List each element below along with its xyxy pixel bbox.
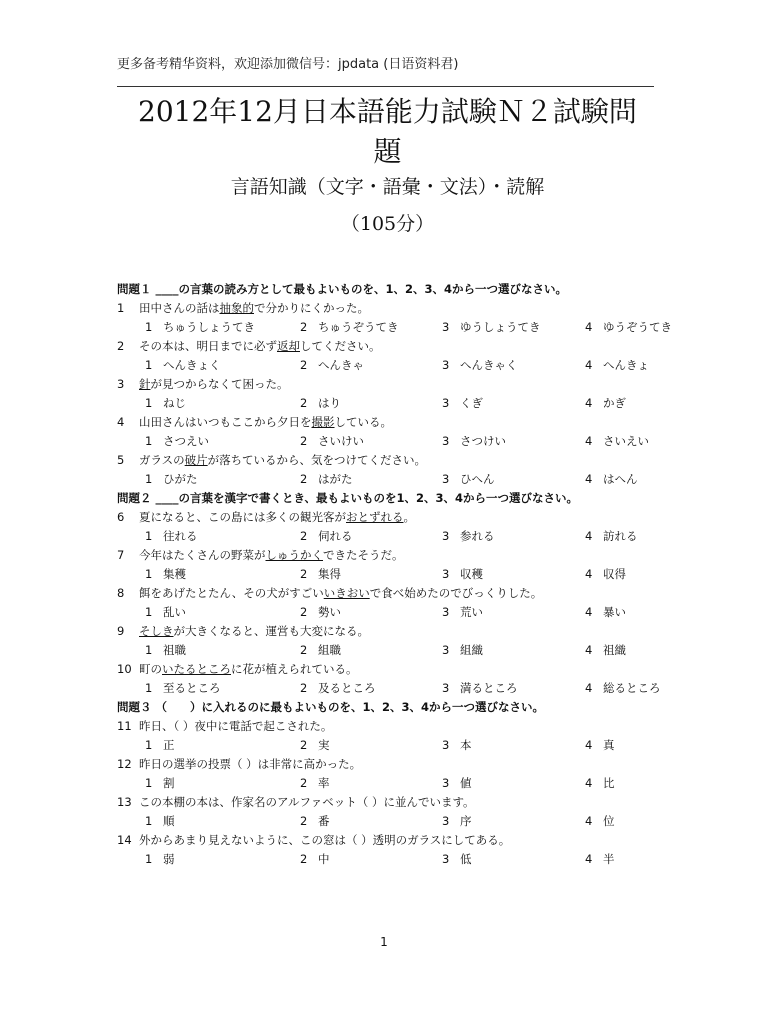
question-text: 夏になると、この島には多くの観光客が — [139, 510, 346, 524]
option-number: 2 — [300, 776, 308, 790]
option-number: 4 — [585, 529, 593, 543]
option-text: くぎ — [460, 396, 483, 410]
question-stem — [117, 717, 657, 736]
question-stem — [117, 793, 657, 812]
option-text: 集穫 — [163, 567, 186, 581]
answer-options — [117, 603, 657, 622]
option-text: 総るところ — [603, 681, 661, 695]
section-heading: 問題２ ____の言葉を漢字で書くとき、最もよいものを1、2、3、4から一つ選びなさい。 — [117, 491, 579, 505]
answer-option — [585, 432, 649, 451]
option-text: 祖職 — [163, 643, 186, 657]
question-stem — [117, 508, 657, 527]
header-divider — [117, 86, 654, 87]
answer-option — [145, 736, 175, 755]
option-text: 率 — [318, 776, 330, 790]
answer-options — [117, 565, 657, 584]
answer-option — [145, 470, 198, 489]
question-number: 3 — [117, 377, 125, 391]
option-text: 比 — [603, 776, 615, 790]
underlined-target: おとずれる — [346, 510, 404, 524]
option-number: 1 — [145, 643, 153, 657]
title-line-1: 2012年12月日本語能力試験Ｎ２試験問 — [138, 95, 637, 128]
option-number: 3 — [442, 529, 450, 543]
underlined-target: いたるところ — [162, 662, 231, 676]
option-number: 4 — [585, 776, 593, 790]
option-text: さいけい — [318, 434, 364, 448]
option-number: 4 — [585, 605, 593, 619]
option-text: 半 — [603, 852, 615, 866]
answer-options — [117, 812, 657, 831]
answer-options — [117, 527, 657, 546]
question-stem — [117, 584, 657, 603]
option-number: 3 — [442, 605, 450, 619]
answer-option — [442, 470, 495, 489]
question-text: 山田さんはいつもここから夕日を — [139, 415, 312, 429]
answer-option — [442, 394, 483, 413]
question-number: 2 — [117, 339, 125, 353]
answer-option — [585, 812, 615, 831]
question-stem — [117, 755, 657, 774]
option-text: 訪れる — [603, 529, 638, 543]
question-stem — [117, 831, 657, 850]
option-text: さつけい — [460, 434, 506, 448]
question-number: 7 — [117, 548, 125, 562]
answer-option — [442, 736, 472, 755]
question-text: で分かりにくかった。 — [254, 301, 369, 315]
option-text: 勢い — [318, 605, 341, 619]
header-note: 更多备考精华资料，欢迎添加微信号：jpdata (日语资料君) — [117, 57, 459, 72]
answer-option — [300, 394, 341, 413]
question-text: 今年はたくさんの野菜が — [139, 548, 266, 562]
option-number: 1 — [145, 814, 153, 828]
option-text: 位 — [603, 814, 615, 828]
question-text: 昨日の選挙の投票（ ）は非常に高かった。 — [139, 757, 362, 771]
option-text: 集得 — [318, 567, 341, 581]
answer-option — [145, 527, 198, 546]
option-number: 1 — [145, 776, 153, 790]
option-number: 3 — [442, 852, 450, 866]
option-number: 4 — [585, 852, 593, 866]
option-number: 1 — [145, 434, 153, 448]
question-stem — [117, 337, 657, 356]
option-text: へんきょ — [603, 358, 649, 372]
section-heading: 問題１ ____の言葉の読み方として最もよいものを、1、2、3、4から一つ選びなさい。 — [117, 282, 568, 296]
answer-options — [117, 432, 657, 451]
option-number: 3 — [442, 358, 450, 372]
question-number: 13 — [117, 795, 132, 809]
option-number: 4 — [585, 567, 593, 581]
option-text: 至るところ — [163, 681, 221, 695]
answer-option — [145, 812, 175, 831]
answer-options — [117, 850, 657, 869]
option-text: ねじ — [163, 396, 186, 410]
option-number: 3 — [442, 643, 450, 657]
answer-option — [585, 318, 672, 337]
answer-option — [145, 850, 175, 869]
option-text: 往れる — [163, 529, 198, 543]
option-number: 2 — [300, 320, 308, 334]
answer-option — [145, 432, 209, 451]
option-text: 割 — [163, 776, 175, 790]
answer-option — [145, 565, 186, 584]
question-text: 外からあまり見えないように、この窓は（ ）透明のガラスにしてある。 — [139, 833, 511, 847]
option-text: 序 — [460, 814, 472, 828]
answer-option — [585, 470, 638, 489]
option-text: 荒い — [460, 605, 483, 619]
answer-option — [300, 812, 330, 831]
question-stem — [117, 546, 657, 565]
option-number: 4 — [585, 472, 593, 486]
option-text: ちゅうぞうてき — [318, 320, 399, 334]
option-text: へんきゃ — [318, 358, 364, 372]
option-text: 満るところ — [460, 681, 518, 695]
question-text: 田中さんの話は — [139, 301, 220, 315]
answer-option — [585, 356, 649, 375]
question-number: 6 — [117, 510, 125, 524]
question-number: 10 — [117, 662, 132, 676]
option-text: 参れる — [460, 529, 495, 543]
underlined-target: 針 — [139, 377, 151, 391]
option-number: 4 — [585, 681, 593, 695]
question-stem — [117, 299, 657, 318]
option-number: 3 — [442, 434, 450, 448]
underlined-target: 抽象的 — [219, 301, 254, 315]
question-stem — [117, 375, 657, 394]
answer-option — [300, 679, 376, 698]
option-number: 2 — [300, 852, 308, 866]
question-number: 8 — [117, 586, 125, 600]
option-number: 4 — [585, 434, 593, 448]
answer-option — [145, 641, 186, 660]
option-text: 弱 — [163, 852, 175, 866]
question-number: 11 — [117, 719, 132, 733]
option-number: 3 — [442, 472, 450, 486]
option-number: 1 — [145, 605, 153, 619]
total-points: （105分） — [340, 213, 435, 235]
option-text: ゆうぞうてき — [603, 320, 672, 334]
answer-option — [300, 527, 353, 546]
option-text: 番 — [318, 814, 330, 828]
answer-option — [145, 679, 221, 698]
option-text: 中 — [318, 852, 330, 866]
option-number: 1 — [145, 358, 153, 372]
answer-option — [442, 565, 483, 584]
answer-option — [300, 774, 330, 793]
question-text: 。 — [403, 510, 415, 524]
option-text: 組職 — [318, 643, 341, 657]
option-number: 2 — [300, 814, 308, 828]
option-number: 1 — [145, 396, 153, 410]
option-text: へんきょく — [163, 358, 221, 372]
answer-option — [442, 356, 518, 375]
question-text: が落ちているから、気をつけてください。 — [207, 453, 427, 467]
answer-option — [442, 812, 472, 831]
option-number: 4 — [585, 643, 593, 657]
option-number: 3 — [442, 776, 450, 790]
answer-option — [145, 774, 175, 793]
underlined-target: 破片 — [184, 453, 208, 467]
underlined-target: 返却 — [277, 339, 300, 353]
answer-option — [585, 774, 615, 793]
answer-option — [442, 603, 483, 622]
option-number: 3 — [442, 681, 450, 695]
answer-option — [585, 736, 615, 755]
answer-option — [442, 641, 483, 660]
option-text: さいえい — [603, 434, 649, 448]
answer-option — [300, 736, 330, 755]
answer-option — [300, 318, 399, 337]
option-text: 本 — [460, 738, 472, 752]
option-number: 4 — [585, 814, 593, 828]
answer-option — [585, 603, 626, 622]
question-content — [117, 280, 672, 869]
question-text: 昨日、（ ）夜中に電話で起こされた。 — [139, 719, 333, 733]
option-number: 1 — [145, 681, 153, 695]
option-number: 1 — [145, 567, 153, 581]
option-number: 2 — [300, 567, 308, 581]
answer-options — [117, 356, 657, 375]
answer-options — [117, 774, 657, 793]
answer-option — [585, 850, 615, 869]
option-text: 値 — [460, 776, 472, 790]
option-text: 暴い — [603, 605, 626, 619]
question-number: 14 — [117, 833, 132, 847]
option-text: はへん — [603, 472, 638, 486]
option-text: 実 — [318, 738, 330, 752]
option-number: 4 — [585, 396, 593, 410]
option-number: 4 — [585, 358, 593, 372]
option-text: ちゅうしょうてき — [163, 320, 255, 334]
underlined-target: いきおい — [323, 586, 370, 600]
option-number: 2 — [300, 605, 308, 619]
option-text: はがた — [318, 472, 353, 486]
question-stem — [117, 622, 657, 641]
question-text: その本は、明日までに必ず — [139, 339, 277, 353]
option-text: 順 — [163, 814, 175, 828]
question-text: この本棚の本は、作家名のアルファベット（ ）に並んでいます。 — [139, 795, 475, 809]
option-text: ひへん — [460, 472, 495, 486]
option-text: へんきゃく — [460, 358, 518, 372]
option-text: 収穫 — [460, 567, 483, 581]
option-number: 2 — [300, 358, 308, 372]
answer-option — [442, 527, 495, 546]
option-text: 収得 — [603, 567, 626, 581]
page-number: 1 — [380, 935, 388, 949]
question-number: 9 — [117, 624, 125, 638]
option-text: ひがた — [163, 472, 198, 486]
option-number: 1 — [145, 472, 153, 486]
option-text: ゆうしょうてき — [460, 320, 541, 334]
option-text: 乱い — [163, 605, 186, 619]
question-number: 1 — [117, 301, 125, 315]
question-text: ガラスの — [139, 453, 185, 467]
section-heading: 問題３ （ ）に入れるのに最もよいものを、1、2、3、4から一つ選びなさい。 — [117, 700, 545, 714]
answer-option — [585, 641, 626, 660]
option-number: 3 — [442, 320, 450, 334]
option-text: 正 — [163, 738, 175, 752]
option-number: 1 — [145, 738, 153, 752]
question-text: している。 — [334, 415, 392, 429]
option-number: 2 — [300, 434, 308, 448]
answer-option — [585, 565, 626, 584]
answer-options — [117, 394, 657, 413]
question-text: 餌をあげたとたん、その犬がすごい — [139, 586, 324, 600]
option-number: 1 — [145, 320, 153, 334]
option-number: 4 — [585, 738, 593, 752]
answer-option — [145, 318, 255, 337]
option-number: 1 — [145, 852, 153, 866]
option-number: 2 — [300, 738, 308, 752]
answer-option — [442, 774, 472, 793]
page-title — [110, 92, 665, 172]
title-line-2: 題 — [373, 135, 402, 168]
question-text: が大きくなると、運営も大変になる。 — [173, 624, 369, 638]
answer-option — [145, 603, 186, 622]
answer-option — [585, 527, 638, 546]
option-number: 3 — [442, 738, 450, 752]
answer-option — [300, 565, 341, 584]
option-text: 組織 — [460, 643, 483, 657]
question-text: が見つからなくて困った。 — [150, 377, 289, 391]
question-text: してください。 — [300, 339, 381, 353]
option-text: 伺れる — [318, 529, 353, 543]
option-number: 2 — [300, 529, 308, 543]
option-number: 1 — [145, 529, 153, 543]
question-stem — [117, 660, 657, 679]
underlined-target: そしき — [139, 624, 174, 638]
option-text: 真 — [603, 738, 615, 752]
option-text: はり — [318, 396, 341, 410]
answer-option — [300, 641, 341, 660]
answer-option — [300, 432, 364, 451]
answer-option — [442, 679, 518, 698]
answer-option — [442, 432, 506, 451]
question-stem — [117, 451, 657, 470]
answer-option — [442, 850, 472, 869]
answer-option — [300, 603, 341, 622]
answer-option — [300, 470, 353, 489]
answer-options — [117, 318, 672, 337]
option-text: さつえい — [163, 434, 209, 448]
option-text: 及るところ — [318, 681, 376, 695]
question-number: 4 — [117, 415, 125, 429]
question-text: に花が植えられている。 — [231, 662, 358, 676]
underlined-target: 撮影 — [311, 415, 335, 429]
option-text: 祖織 — [603, 643, 626, 657]
answer-options — [117, 736, 657, 755]
answer-option — [145, 356, 221, 375]
option-number: 3 — [442, 814, 450, 828]
answer-options — [117, 641, 657, 660]
question-text: で食べ始めたのでびっくりした。 — [369, 586, 543, 600]
option-number: 3 — [442, 396, 450, 410]
question-number: 12 — [117, 757, 132, 771]
option-number: 4 — [585, 320, 593, 334]
option-number: 3 — [442, 567, 450, 581]
option-number: 2 — [300, 643, 308, 657]
answer-option — [145, 394, 186, 413]
question-text: できたそうだ。 — [323, 548, 404, 562]
question-number: 5 — [117, 453, 125, 467]
question-text: 町の — [139, 662, 162, 676]
underlined-target: しゅうかく — [265, 548, 323, 562]
option-text: 低 — [460, 852, 472, 866]
page-subtitle: 言語知識（文字・語彙・文法）・読解 — [230, 176, 545, 198]
option-number: 2 — [300, 396, 308, 410]
question-stem — [117, 413, 657, 432]
answer-option — [442, 318, 541, 337]
option-text: かぎ — [603, 396, 626, 410]
answer-option — [300, 850, 330, 869]
answer-option — [585, 679, 661, 698]
answer-options — [117, 679, 661, 698]
option-number: 2 — [300, 681, 308, 695]
answer-options — [117, 470, 657, 489]
option-number: 2 — [300, 472, 308, 486]
answer-option — [300, 356, 364, 375]
answer-option — [585, 394, 626, 413]
